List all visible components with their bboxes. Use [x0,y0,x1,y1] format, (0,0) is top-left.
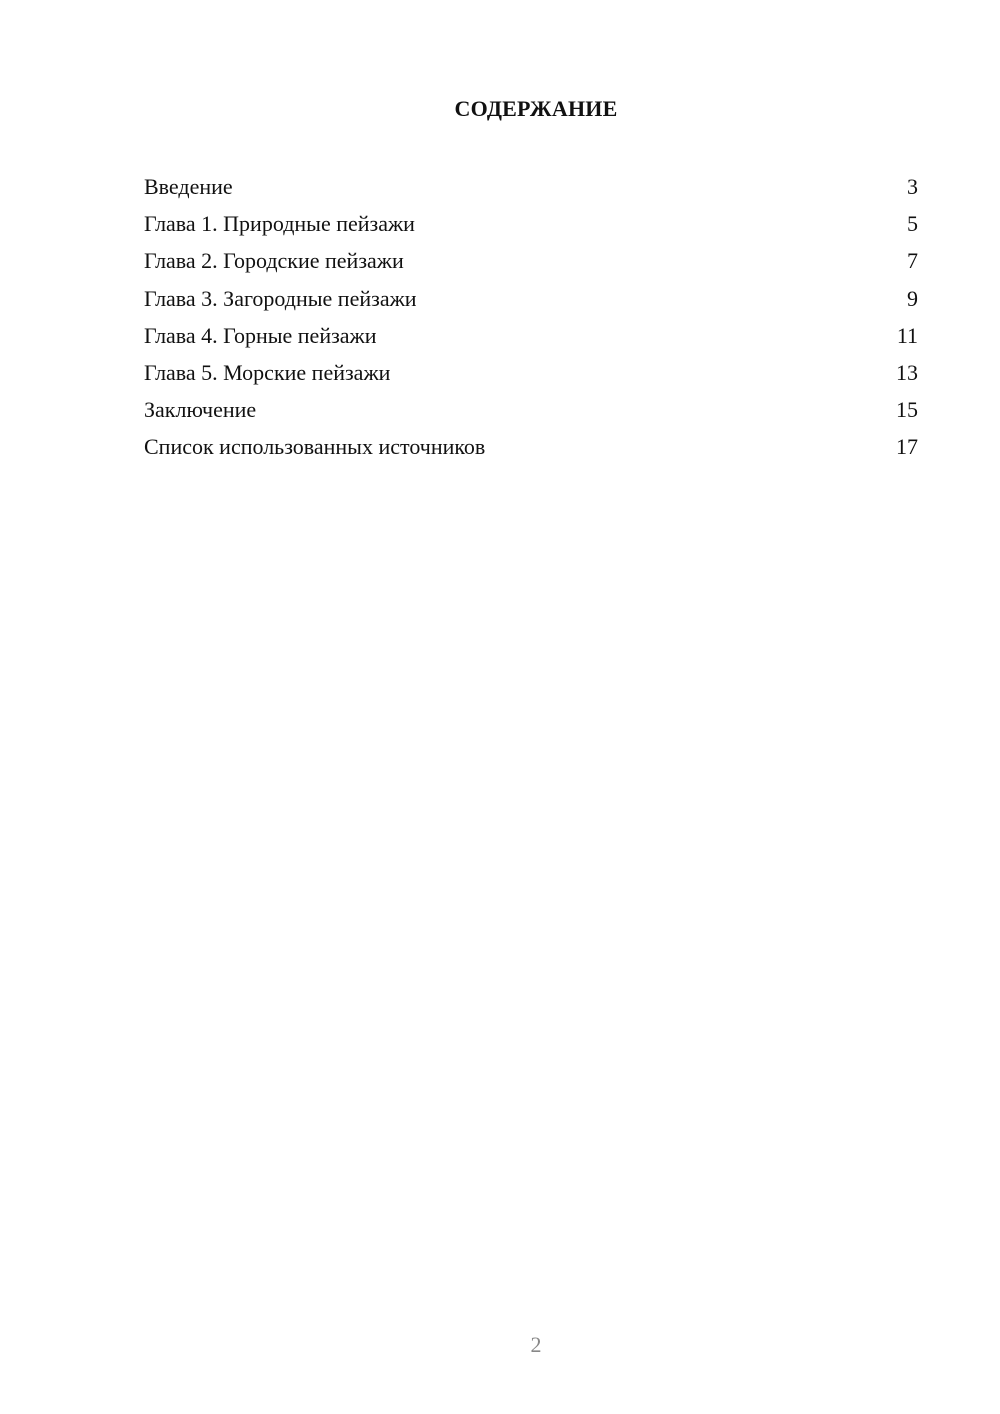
toc-entry-label: Глава 5. Морские пейзажи [144,359,391,385]
toc-entry-label: Глава 4. Горные пейзажи [144,322,377,348]
toc-entry-page: 11 [896,322,918,348]
toc-entry-chapter-4 [144,317,918,354]
toc-entry-page: 5 [907,211,918,237]
page-title: СОДЕРЖАНИЕ [454,96,618,121]
toc-entry-label: Заключение [144,397,257,423]
toc-entry-page: 9 [907,285,918,311]
toc-entry-page: 17 [896,434,918,460]
toc-entry-page: 3 [907,174,918,199]
toc-entry-label: Введение [144,174,233,199]
toc-entry-chapter-3 [144,280,918,317]
table-of-contents [144,168,918,466]
page-number: 2 [530,1332,542,1357]
toc-entry-label: Список использованных источников [144,434,486,460]
toc-entry-label: Глава 1. Природные пейзажи [144,211,415,237]
toc-entry-introduction [144,168,918,205]
toc-entry-references [144,428,918,465]
toc-entry-chapter-1 [144,205,918,242]
toc-entry-chapter-2 [144,242,918,279]
toc-entry-page: 7 [907,248,918,274]
toc-entry-page: 13 [896,359,918,385]
toc-entry-page: 15 [896,397,918,423]
toc-entry-chapter-5 [144,354,918,391]
toc-entry-label: Глава 2. Городские пейзажи [144,248,404,274]
toc-entry-conclusion [144,391,918,428]
toc-entry-label: Глава 3. Загородные пейзажи [144,285,417,311]
